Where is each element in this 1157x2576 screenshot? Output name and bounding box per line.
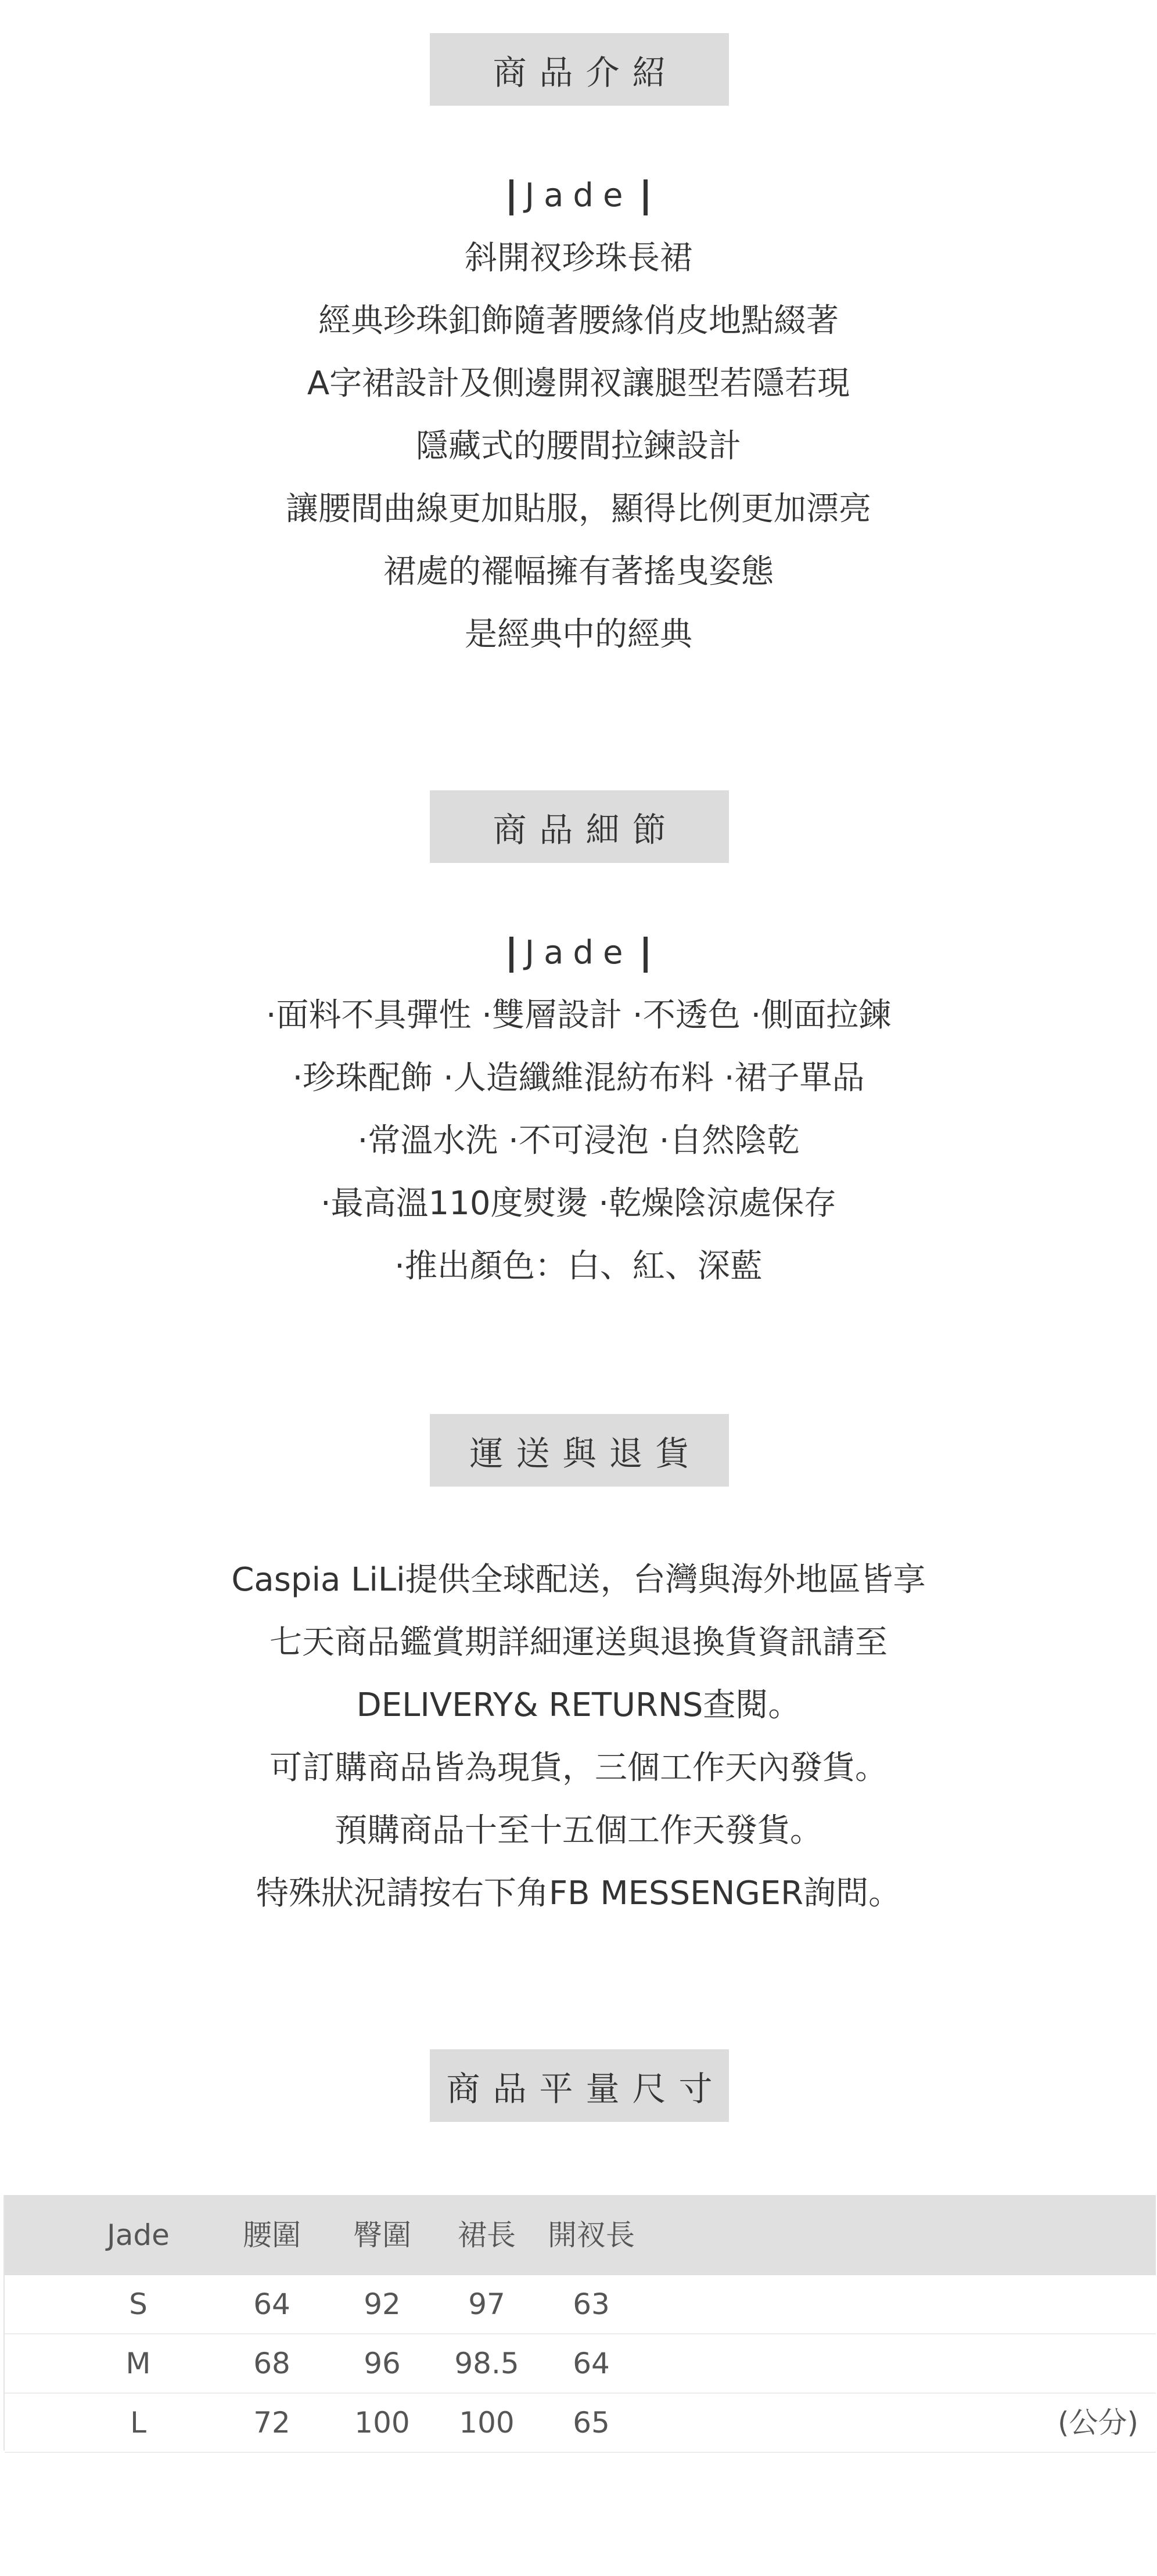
length-cell: 100: [459, 2406, 515, 2440]
table-row: [5, 2275, 1156, 2334]
hip-cell: 96: [364, 2347, 401, 2380]
details-line: ·面料不具彈性 ·雙層設計 ·不透色 ·側面拉鍊: [265, 996, 892, 1034]
left-bar-divider: [509, 179, 513, 215]
intro-heading: 商品介紹: [430, 33, 729, 106]
shipping-line: 特殊狀況請按右下角FB MESSENGER詢問。: [256, 1875, 901, 1912]
column-header: 開衩長: [548, 2218, 635, 2252]
column-header: Jade: [107, 2218, 170, 2252]
shipping-line: DELIVERY& RETURNS查閱。: [356, 1686, 801, 1724]
length-cell: 97: [468, 2287, 505, 2321]
details-line: ·珍珠配飾 ·人造纖維混紡布料 ·裙子單品: [292, 1059, 865, 1097]
hip-cell: 92: [364, 2287, 401, 2321]
details-line: ·推出顏色：白、紅、深藍: [394, 1247, 763, 1285]
column-header: 臀圍: [353, 2218, 411, 2252]
details-line: ·最高溫110度熨燙 ·乾燥陰涼處保存: [320, 1185, 837, 1222]
size-cell: L: [130, 2406, 146, 2440]
intro-line: 斜開衩珍珠長裙: [465, 239, 692, 277]
table-row: [5, 2394, 1156, 2453]
size-cell: S: [129, 2287, 148, 2321]
length-cell: 98.5: [454, 2347, 519, 2380]
intro-line: 是經典中的經典: [465, 616, 692, 653]
sizes-heading: 商品平量尺寸: [430, 2049, 729, 2122]
waist-cell: 72: [253, 2406, 290, 2440]
size-table-header: [5, 2195, 1156, 2275]
intro-line: 讓腰間曲線更加貼服，顯得比例更加漂亮: [286, 490, 871, 528]
details-model-title: [0, 922, 1157, 984]
shipping-line: 預購商品十至十五個工作天發貨。: [335, 1812, 822, 1850]
column-header: 裙長: [458, 2218, 516, 2252]
details-line: ·常溫水洗 ·不可浸泡 ·自然陰乾: [357, 1122, 800, 1160]
details-heading: 商品細節: [430, 790, 729, 863]
intro-line: 經典珍珠釦飾隨著腰緣俏皮地點綴著: [318, 302, 839, 340]
right-bar-divider: [644, 179, 648, 215]
shipping-line: 七天商品鑑賞期詳細運送與退換貨資訊請至: [270, 1624, 887, 1661]
slit-cell: 65: [573, 2406, 610, 2440]
hip-cell: 100: [354, 2406, 410, 2440]
intro-line: 隱藏式的腰間拉鍊設計: [416, 427, 741, 465]
column-header: 腰圍: [243, 2218, 301, 2252]
shipping-line: Caspia LiLi提供全球配送，台灣與海外地區皆享: [231, 1561, 926, 1599]
slit-cell: 64: [573, 2347, 610, 2380]
intro-line: A字裙設計及側邊開衩讓腿型若隱若現: [307, 365, 850, 402]
intro-line: 裙處的襬幅擁有著搖曳姿態: [383, 553, 774, 591]
model-name: Jade: [524, 934, 633, 972]
shipping-heading: 運送與退貨: [430, 1414, 729, 1487]
intro-model-title: [0, 164, 1157, 227]
size-table: [3, 2195, 1156, 2451]
right-bar-divider: [644, 937, 648, 973]
model-name: Jade: [524, 177, 633, 214]
waist-cell: 68: [253, 2347, 290, 2380]
shipping-line: 可訂購商品皆為現貨，三個工作天內發貨。: [270, 1749, 887, 1787]
slit-cell: 63: [573, 2287, 610, 2321]
size-cell: M: [125, 2347, 151, 2380]
table-row: [5, 2334, 1156, 2394]
waist-cell: 64: [253, 2287, 290, 2321]
left-bar-divider: [509, 937, 513, 973]
unit-label: (公分): [1057, 2406, 1138, 2440]
